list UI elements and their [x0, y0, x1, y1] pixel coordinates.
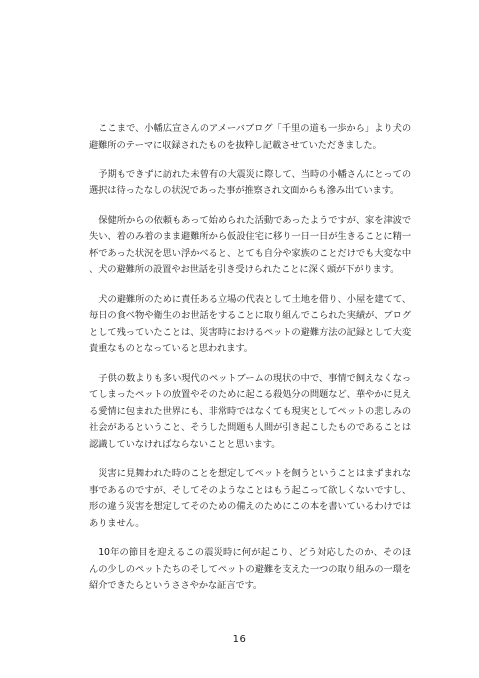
paragraph-6: 災害に見舞われた時のことを想定してペットを飼うということはまずまれな事であるのですが、そしてそのようなことはもう起こって欲しくないですし、形の違う災害を想定してそのための備えのためにこの本を書いているわけではありません。 — [89, 468, 411, 529]
paragraph-3: 保健所からの依頼もあって始められた活動であったようですが、家を津波で失い、着のみ着のまま避難所から仮設住宅に移り一日一日が生きることに精一杯であった状況を思い浮かべると、とても自分や家族のことだけでも大変な中、犬の避難所の設置やお世話を引き受けられたことに深く頭が下がります。 — [89, 214, 411, 276]
paragraph-1: ここまで、小幡広宣さんのアメーバブログ「千里の道も一歩から」より犬の避難所のテーマに収録されたものを抜粋し記載させていただきました。 — [89, 123, 411, 151]
body-text — [89, 121, 411, 607]
paragraph-5: 子供の数よりも多い現代のペットブームの現状の中で、事情で飼えなくなってしまったペットの放置やそのために起こる殺処分の問題など、華やかに見える愛情に包まれた世界にも、非常時ではなくても現実としてペットの悲しみの社会があるということ、そうした問題も人間が引き起こしたものであることは認識していなければならないことと思います。 — [89, 372, 411, 450]
page-number: 16 — [232, 634, 247, 645]
paragraph-7: 10年の節目を迎えるこの震災時に何が起こり、どう対応したのか、そのほんの少しのペットたちのそしてペットの避難を支えた一つの取り組みの一環を紹介できたらというささやかな証言です。 — [89, 547, 411, 592]
paragraph-4: 犬の避難所のために責任ある立場の代表として土地を借り、小屋を建てて、毎日の食べ物や衛生のお世話をすることに取り組んでこられた実績が、ブログとして残っていたことは、災害時におけるペットの避難方法の記録として大変貴重なものとなっていると思われます。 — [89, 293, 411, 355]
paragraph-2: 予期もできずに訪れた未曾有の大震災に際して、当時の小幡さんにとっての選択は待ったなしの状況であった事が推察され文面からも滲み出ています。 — [89, 168, 411, 197]
